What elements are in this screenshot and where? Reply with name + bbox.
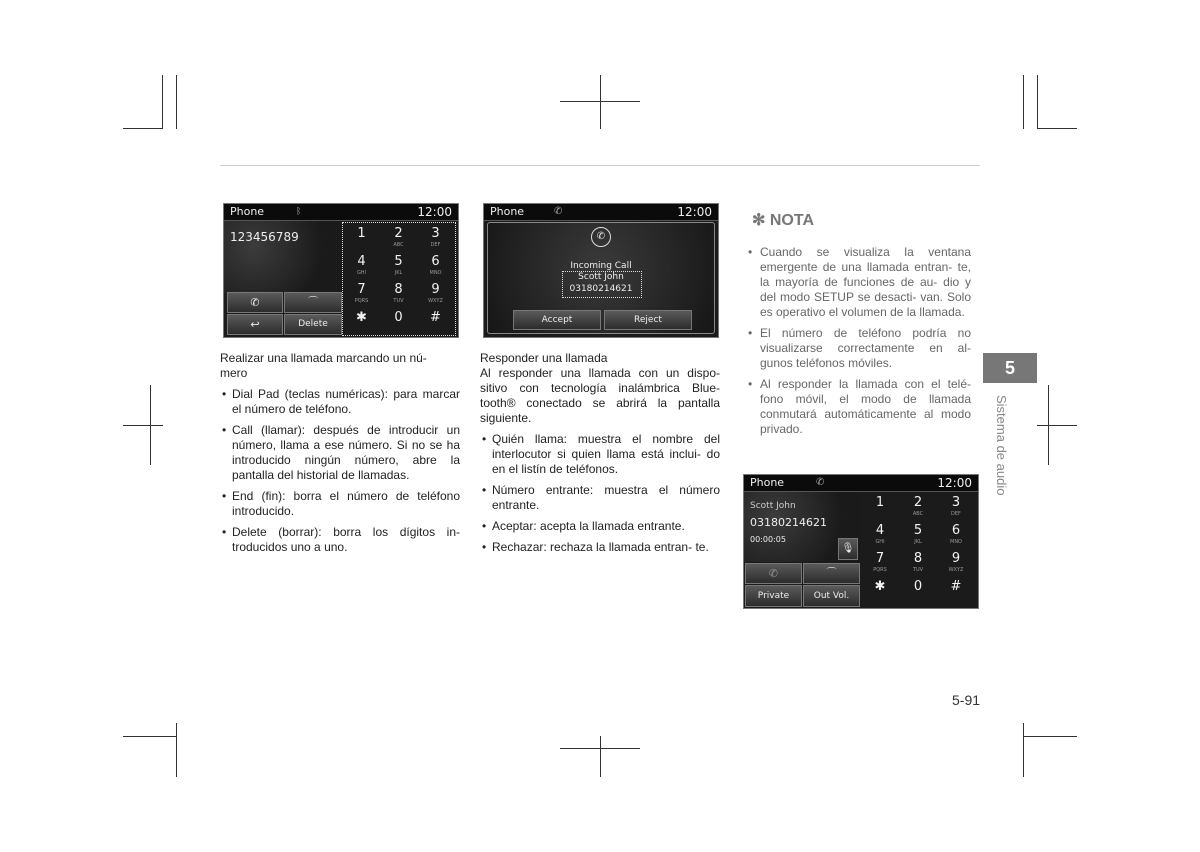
bullet: • [748, 326, 753, 340]
delete-label: Delete [298, 319, 328, 329]
end-button[interactable] [803, 563, 860, 584]
crop-mark [150, 385, 151, 465]
mic-button[interactable] [838, 538, 858, 560]
crop-mark [600, 75, 601, 129]
heading-answer: Responder una llamada [480, 351, 608, 365]
dial-key-digit: 5 [394, 254, 403, 269]
nota-item-text: Cuando se visualiza la ventana emergente de una llamada entran- te, la mayoría de funciones de au- dio y del modo SETUP se desacti- van. Solo es operativo el volumen de la llamada. [760, 245, 971, 319]
dial-key-digit: 4 [357, 254, 366, 269]
bullet: • [482, 519, 487, 533]
column-1 [220, 351, 460, 555]
dial-key-digit: 6 [431, 254, 440, 269]
dial-key-1[interactable] [344, 226, 379, 252]
status-bar [484, 204, 718, 221]
crop-mark [162, 75, 163, 129]
bullet-item-text: Dial Pad (teclas numéricas): para marcar el número de teléfono. [232, 387, 460, 416]
dial-key-star[interactable] [862, 579, 898, 605]
crop-mark [176, 75, 177, 129]
crop-mark [1037, 128, 1077, 129]
dial-pad [344, 226, 454, 334]
crop-mark [600, 736, 601, 777]
dial-key-9[interactable] [938, 551, 974, 577]
incoming-call-screen [483, 203, 719, 338]
bullet-item-text: Número entrante: muestra el número entrante. [492, 483, 720, 512]
nota-item-text: El número de teléfono podría no visualizarse correctamente en al- gunos teléfonos móviles. [760, 326, 971, 370]
reject-label: Reject [634, 315, 662, 325]
dial-key-digit: 8 [394, 282, 403, 297]
dial-key-1[interactable] [862, 495, 898, 521]
bullet-item [480, 483, 720, 513]
dial-key-letters: WXYZ [428, 298, 443, 304]
bullet-item-text: Rechazar: rechaza la llamada entran- te. [492, 540, 709, 554]
incoming-call-label: Incoming Call [570, 261, 632, 271]
bullet: • [222, 423, 227, 437]
crop-mark [1037, 75, 1038, 129]
caller-number: 03180214621 [750, 516, 827, 529]
page-number: 5-91 [952, 692, 981, 708]
dial-key-letters: MNO [429, 270, 442, 276]
dial-key-digit: 7 [357, 282, 366, 297]
bullet-item [220, 525, 460, 555]
end-call-icon: ⌒ [308, 297, 318, 308]
column-2 [480, 351, 720, 555]
dial-items [220, 387, 460, 555]
dial-key-letters: GHI [356, 270, 367, 276]
bullet-item [220, 423, 460, 483]
bullet: • [748, 245, 753, 259]
dial-key-digit: 6 [951, 523, 961, 538]
nota-item-text: Al responder la llamada con el telé- fono móvil, el modo de llamada conmutará automáticamente al modo privado. [760, 377, 971, 436]
answer-items [480, 432, 720, 555]
accept-label: Accept [541, 315, 573, 325]
crop-mark [123, 736, 177, 737]
dial-key-digit: 9 [951, 551, 961, 566]
crop-mark [1048, 385, 1049, 465]
nota-title: ✻ NOTA [752, 212, 814, 229]
dial-key-3[interactable] [938, 495, 974, 521]
dial-key-letters: PQRS [354, 298, 369, 304]
crop-mark [1023, 723, 1024, 777]
crop-mark [123, 425, 163, 426]
dialpad-screen [223, 203, 459, 338]
dial-key-letters: DEF [430, 242, 441, 248]
caller-number: 03180214621 [569, 284, 633, 294]
popup [487, 222, 715, 334]
bullet: • [482, 432, 487, 446]
reject-button[interactable] [604, 310, 692, 330]
dialed-number: 123456789 [230, 230, 299, 244]
dial-key-digit: 3 [951, 495, 961, 510]
caller-name: Scott John [750, 501, 796, 511]
bullet-item [220, 489, 460, 519]
bullet-item [480, 519, 720, 534]
number-panel [224, 221, 341, 294]
phone-icon: ✆ [250, 296, 260, 309]
accept-button[interactable] [513, 310, 601, 330]
dial-key-digit: 0 [394, 310, 403, 325]
call-icon: ✆ [591, 227, 611, 247]
call-duration: 00:00:05 [750, 535, 786, 544]
bullet-item [480, 432, 720, 477]
dial-key-letters: JKL [914, 539, 922, 545]
crop-mark [123, 128, 163, 129]
dial-key-2[interactable] [381, 226, 416, 252]
dial-key-star[interactable] [344, 310, 379, 336]
active-call-screen [743, 474, 979, 609]
out-vol-button[interactable] [803, 585, 860, 607]
dial-key-letters: PQRS [873, 567, 887, 573]
dial-key-digit: # [950, 579, 962, 594]
bullet-item [220, 387, 460, 417]
bullet: • [748, 377, 753, 391]
crop-mark [1023, 736, 1077, 737]
dial-key-4[interactable] [862, 523, 898, 549]
dial-key-digit: 8 [913, 551, 923, 566]
delete-button[interactable] [284, 314, 342, 335]
private-label: Private [757, 591, 790, 601]
dial-key-letters: GHI [875, 539, 885, 545]
dial-key-letters: TUV [393, 298, 404, 304]
dial-key-digit: 4 [875, 523, 885, 538]
dial-key-letters: DEF [951, 511, 961, 517]
dial-key-5[interactable] [900, 523, 936, 549]
screen-title: Phone [490, 205, 525, 218]
private-button[interactable] [745, 585, 802, 607]
dial-key-digit: # [430, 310, 441, 325]
bullet: • [222, 387, 227, 401]
bullet: • [222, 525, 227, 539]
dial-key-7[interactable] [862, 551, 898, 577]
dial-key-6[interactable] [938, 523, 974, 549]
dial-key-7[interactable] [344, 282, 379, 308]
dial-key-digit: ✱ [874, 579, 886, 594]
dial-key-letters: ABC [912, 511, 924, 517]
nota-item [748, 326, 971, 371]
status-bar [744, 475, 978, 492]
chapter-label: Sistema de audio [994, 395, 1009, 496]
dial-key-digit: 1 [357, 226, 366, 241]
dial-key-digit: 2 [913, 495, 923, 510]
dial-key-digit: 0 [913, 579, 923, 594]
dial-key-letters: WXYZ [948, 567, 964, 573]
dial-key-2[interactable] [900, 495, 936, 521]
back-arrow-icon: ↩ [250, 318, 260, 331]
microphone-icon: 🎙 [841, 543, 855, 554]
bullet-item-text: Quién llama: muestra el nombre del interlocutor si quien llama está inclui- do en el listín de teléfonos. [492, 432, 720, 476]
clock: 12:00 [937, 476, 972, 490]
dial-pad [862, 495, 976, 605]
caller-name: Scott John [578, 272, 624, 282]
chapter-tab: 5 [983, 353, 1037, 383]
dial-key-digit: 7 [875, 551, 885, 566]
caller-panel [744, 492, 861, 562]
bullet: • [222, 489, 227, 503]
call-button[interactable] [227, 292, 283, 313]
nota-items [748, 245, 971, 443]
dial-key-0[interactable] [900, 579, 936, 605]
phone-icon: ✆ [768, 567, 779, 580]
phone-icon: ✆ [816, 477, 825, 488]
dial-key-6[interactable] [418, 254, 453, 280]
clock: 12:00 [417, 205, 452, 219]
dial-key-0[interactable] [381, 310, 416, 336]
dial-key-hash[interactable] [418, 310, 453, 336]
dial-key-letters: ABC [393, 242, 404, 248]
bullet: • [482, 483, 487, 497]
dial-key-5[interactable] [381, 254, 416, 280]
bullet-item-text: Aceptar: acepta la llamada entrante. [492, 519, 685, 533]
crop-mark [1023, 75, 1024, 129]
dial-key-digit: 3 [431, 226, 440, 241]
nota-item [748, 377, 971, 437]
nota-item [748, 245, 971, 320]
call-button[interactable] [745, 563, 802, 584]
end-call-icon: ⌒ [826, 568, 837, 579]
clock: 12:00 [677, 205, 712, 219]
dial-key-9[interactable] [418, 282, 453, 308]
back-button[interactable] [227, 314, 283, 335]
dial-key-digit: 9 [431, 282, 440, 297]
dial-key-digit: 5 [913, 523, 923, 538]
dial-key-3[interactable] [418, 226, 453, 252]
dial-key-letters: TUV [912, 567, 924, 573]
dial-key-letters: JKL [394, 270, 403, 276]
dial-key-4[interactable] [344, 254, 379, 280]
dial-key-letters: MNO [950, 539, 962, 545]
dial-key-digit: ✱ [356, 310, 367, 325]
dial-key-hash[interactable] [938, 579, 974, 605]
dial-key-digit: 2 [394, 226, 403, 241]
bullet-item-text: Delete (borrar): borra los dígitos in- troducidos uno a uno. [232, 525, 460, 554]
crop-mark [1037, 425, 1077, 426]
header-rule [220, 165, 980, 166]
end-button[interactable] [284, 292, 342, 313]
bluetooth-icon: ᛒ [296, 207, 302, 217]
screen-title: Phone [750, 476, 785, 489]
crop-mark [176, 723, 177, 777]
bullet-item-text: Call (llamar): después de introducir un número, llama a ese número. Si no se ha introducido ningún número, abre la pantalla del historial de llamadas. [232, 423, 460, 482]
heading-dial: Realizar una llamada marcando un nú- mero [220, 351, 427, 380]
out-vol-label: Out Vol. [813, 591, 850, 601]
bullet-item-text: End (fin): borra el número de teléfono introducido. [232, 489, 460, 518]
intro-paragraph: Al responder una llamada con un dispo- sitivo con tecnología inalámbrica Blue- tooth® conectado se abrirá la pantalla siguiente. [480, 366, 720, 425]
dial-key-8[interactable] [381, 282, 416, 308]
dial-key-8[interactable] [900, 551, 936, 577]
status-bar [224, 204, 458, 221]
bullet-item [480, 540, 720, 555]
screen-title: Phone [230, 205, 265, 218]
bullet: • [482, 540, 487, 554]
dial-key-digit: 1 [875, 495, 885, 510]
phone-icon: ✆ [554, 206, 563, 217]
